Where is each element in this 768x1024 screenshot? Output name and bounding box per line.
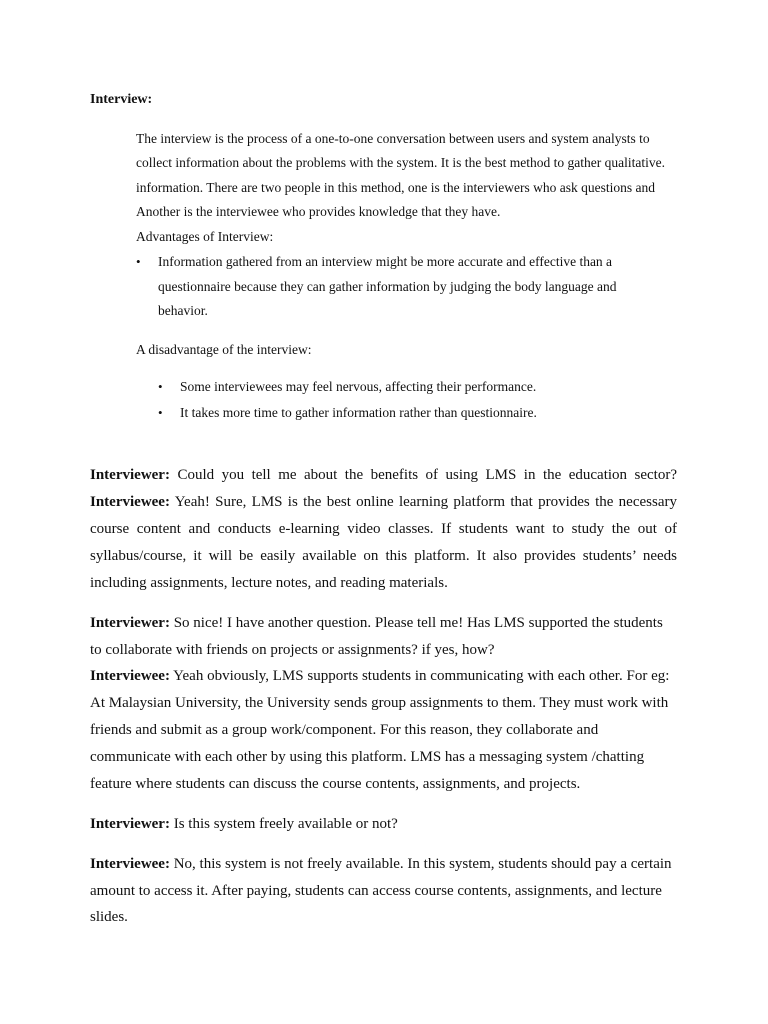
advantages-title: Advantages of Interview: (136, 229, 274, 244)
disadvantage-title: A disadvantage of the interview: (136, 342, 312, 357)
dialogue-a2-line-5: feature where students can discuss the course contents, assignments, and projects. (90, 776, 581, 792)
intro-line-3: information. There are two people in this method, one is the interviewers who ask questions and (136, 180, 656, 195)
q1-text: Could you tell me about the benefits of using LMS in the education sector? (177, 467, 677, 483)
q2-text-1: So nice! I have another question. Please tell me! Has LMS supported the students (173, 615, 663, 631)
dialogue-a2-line-4: communicate with each other by using this platform. LMS has a messaging system /chatting (90, 749, 645, 765)
speaker-label: Interviewer: (90, 467, 170, 483)
bullet-icon: • (136, 254, 141, 269)
q3-text: Is this system freely available or not? (173, 816, 398, 832)
advantage-line-1: Information gathered from an interview might be more accurate and effective than a (158, 254, 613, 269)
speaker-label: Interviewee: (90, 494, 170, 510)
dialogue-a3-line-2: amount to access it. After paying, students can access course contents, assignments, and lecture (90, 883, 662, 899)
dialogue-q2-line-2: to collaborate with friends on projects or assignments? if yes, how? (90, 642, 495, 658)
a3-text-1: No, this system is not freely available. In this system, students should pay a certain (173, 856, 672, 872)
dialogue-a1-line-2: course content and conducts e-learning video classes. If students want to study the out of (90, 521, 677, 537)
speaker-label: Interviewer: (90, 615, 170, 631)
dialogue-q2-line-1 (90, 615, 663, 632)
section-heading: Interview: (90, 92, 153, 107)
dialogue-a2-line-2: At Malaysian University, the University sends group assignments to them. They must work with (90, 695, 669, 711)
speaker-label: Interviewer: (90, 816, 170, 832)
bullet-icon: • (158, 405, 163, 420)
intro-line-4: Another is the interviewee who provides knowledge that they have. (136, 204, 501, 219)
disadvantage-item-2: It takes more time to gather information rather than questionnaire. (180, 405, 537, 420)
dialogue-a2-line-3: friends and submit as a group work/component. For this reason, they collaborate and (90, 722, 599, 738)
bullet-icon: • (158, 379, 163, 394)
dialogue-a2-line-1 (90, 668, 669, 685)
dialogue-q1 (90, 467, 677, 484)
dialogue-a1-line-3: syllabus/course, it will be easily available on this platform. It also provides students’ needs (90, 548, 677, 564)
advantage-line-2: questionnaire because they can gather information by judging the body language and (158, 279, 617, 294)
speaker-label: Interviewee: (90, 668, 170, 684)
intro-line-1: The interview is the process of a one-to-one conversation between users and system analysts to (136, 131, 650, 146)
dialogue-q3 (90, 816, 398, 833)
disadvantage-item-1: Some interviewees may feel nervous, affecting their performance. (180, 379, 537, 394)
dialogue-a1-line-4: including assignments, lecture notes, and reading materials. (90, 575, 448, 591)
dialogue-a3-line-3: slides. (90, 909, 128, 925)
intro-line-2: collect information about the problems with the system. It is the best method to gather qualitative. (136, 155, 666, 170)
advantage-line-3: behavior. (158, 303, 208, 318)
speaker-label: Interviewee: (90, 856, 170, 872)
a1-text-1: Yeah! Sure, LMS is the best online learning platform that provides the necessary (174, 494, 677, 510)
dialogue-a1-line-1 (90, 494, 677, 511)
a2-text-1: Yeah obviously, LMS supports students in communicating with each other. For eg: (173, 668, 670, 684)
dialogue-a3-line-1 (90, 856, 672, 873)
